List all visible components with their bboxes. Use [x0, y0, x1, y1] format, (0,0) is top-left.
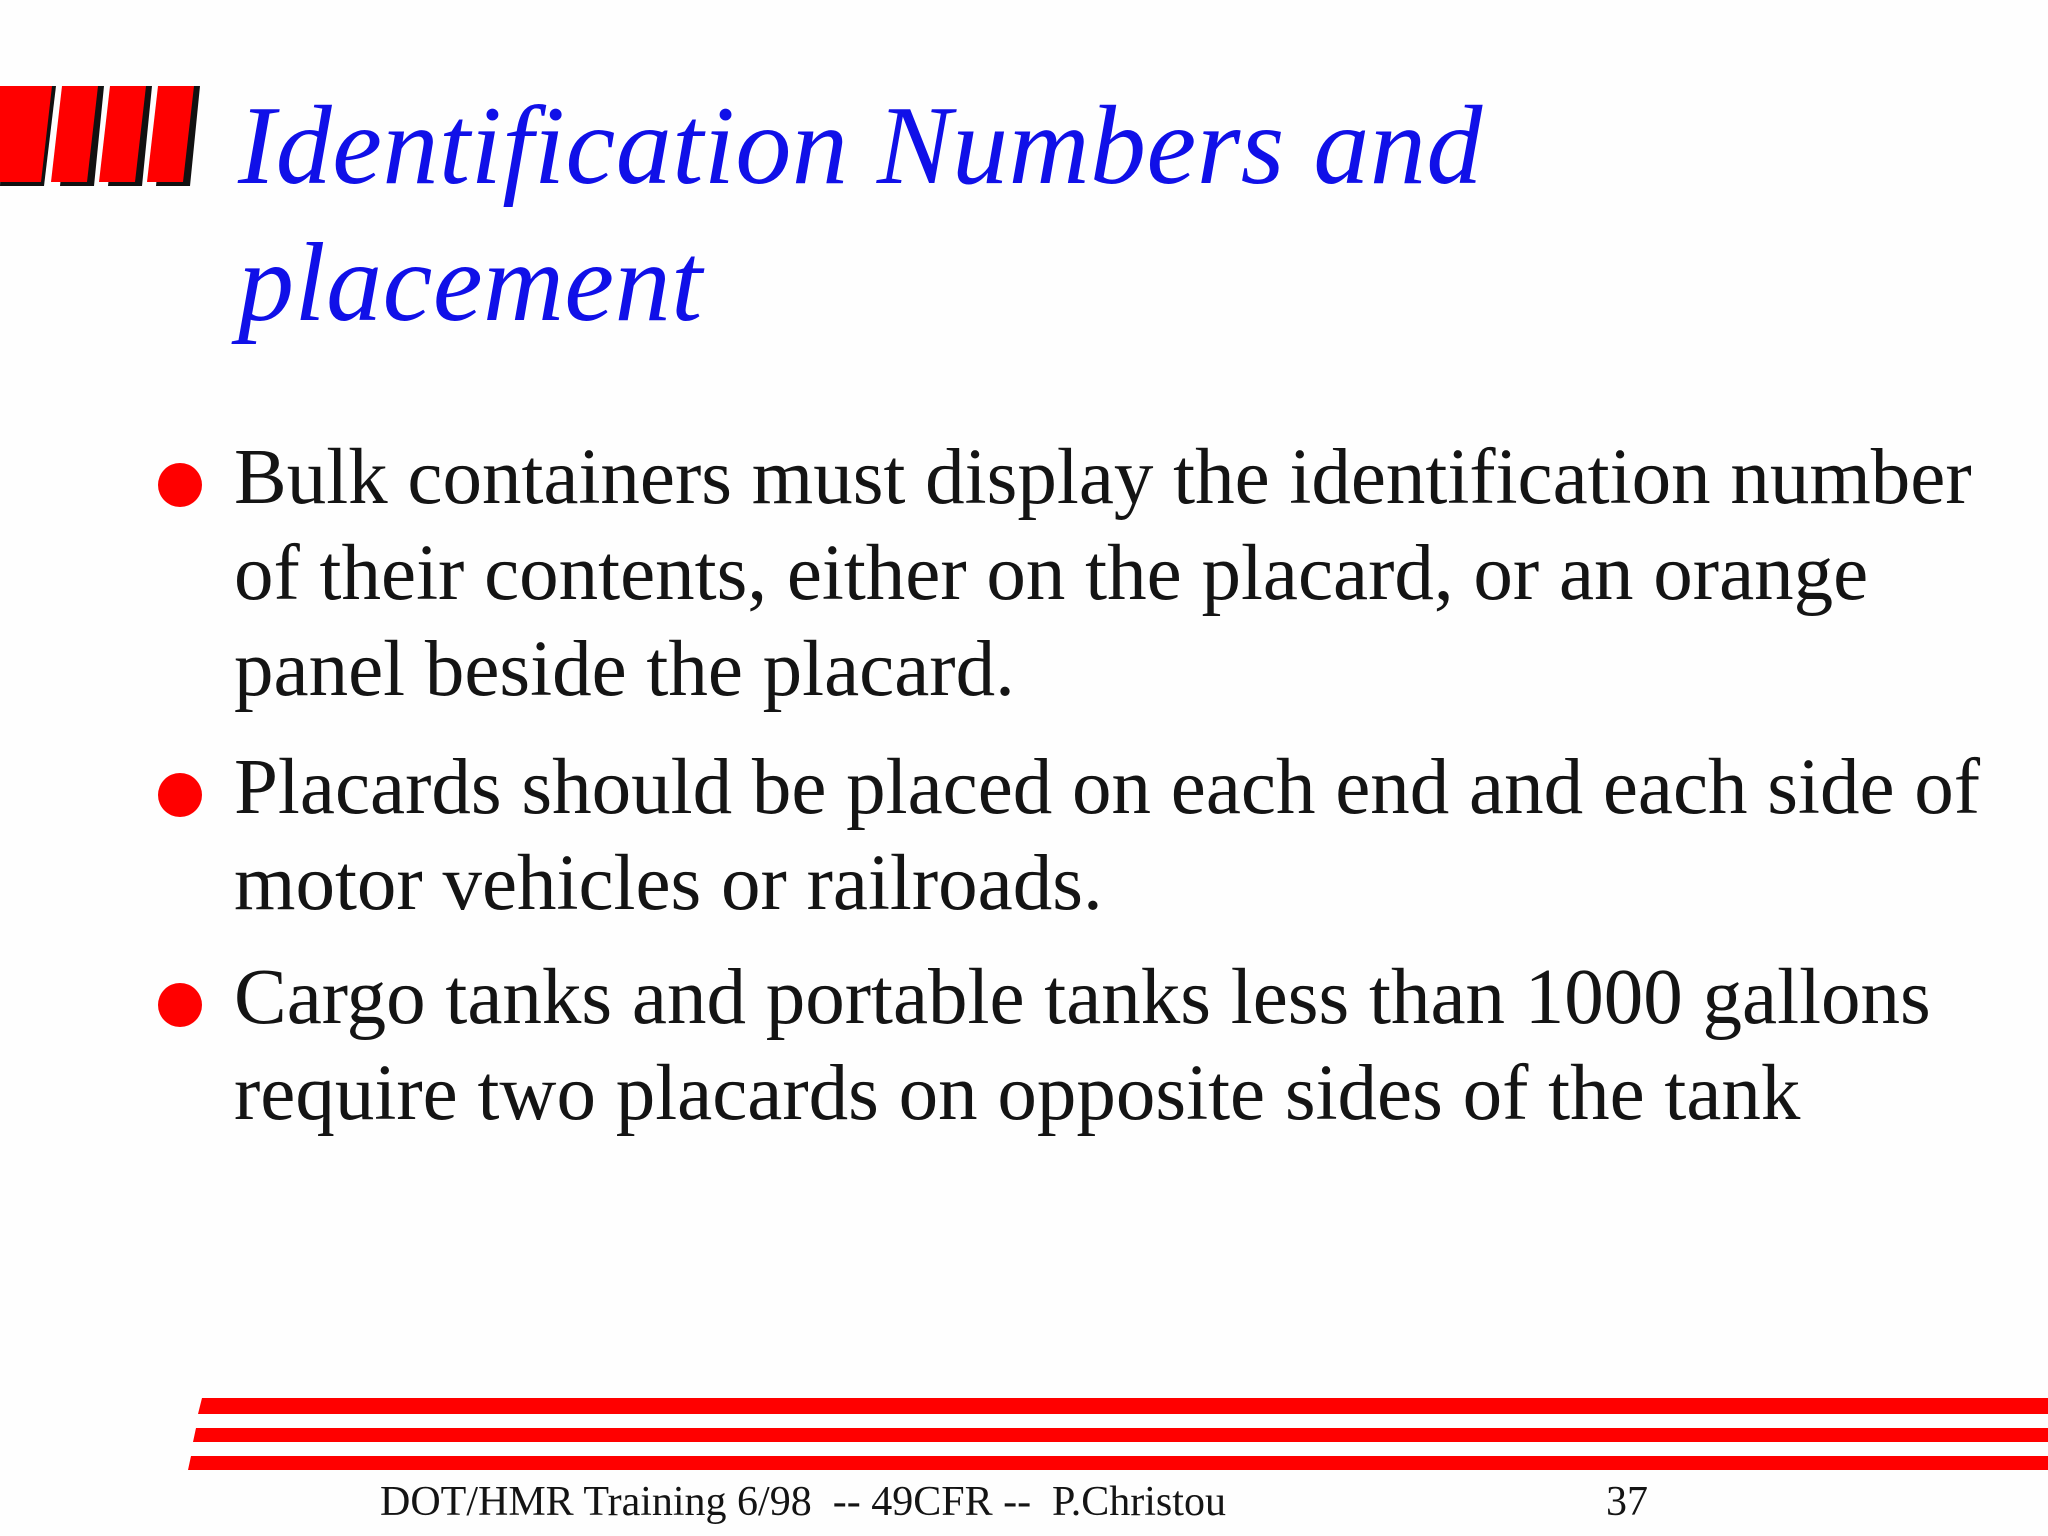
footer-stripes	[188, 1398, 2048, 1474]
bullet-dot-icon	[158, 983, 202, 1027]
slide-title: Identification Numbers and placement	[238, 84, 1483, 345]
page-number: 37	[1606, 1479, 1648, 1525]
footer-text: DOT/HMR Training 6/98 -- 49CFR -- P.Christou	[380, 1479, 1226, 1525]
bullet-dot-icon	[158, 463, 202, 507]
bullet-text: Cargo tanks and portable tanks less than 1000 gallons require two placards on opposite sides of the tank	[234, 954, 1931, 1137]
bullet-dot-icon	[158, 773, 202, 817]
bullet-text: Bulk containers must display the identification number of their contents, either on the placard, or an orange panel beside the placard.	[234, 434, 1972, 713]
bullet-text: Placards should be placed on each end and each side of motor vehicles or railroads.	[234, 744, 1981, 927]
logo-icon	[0, 86, 215, 191]
